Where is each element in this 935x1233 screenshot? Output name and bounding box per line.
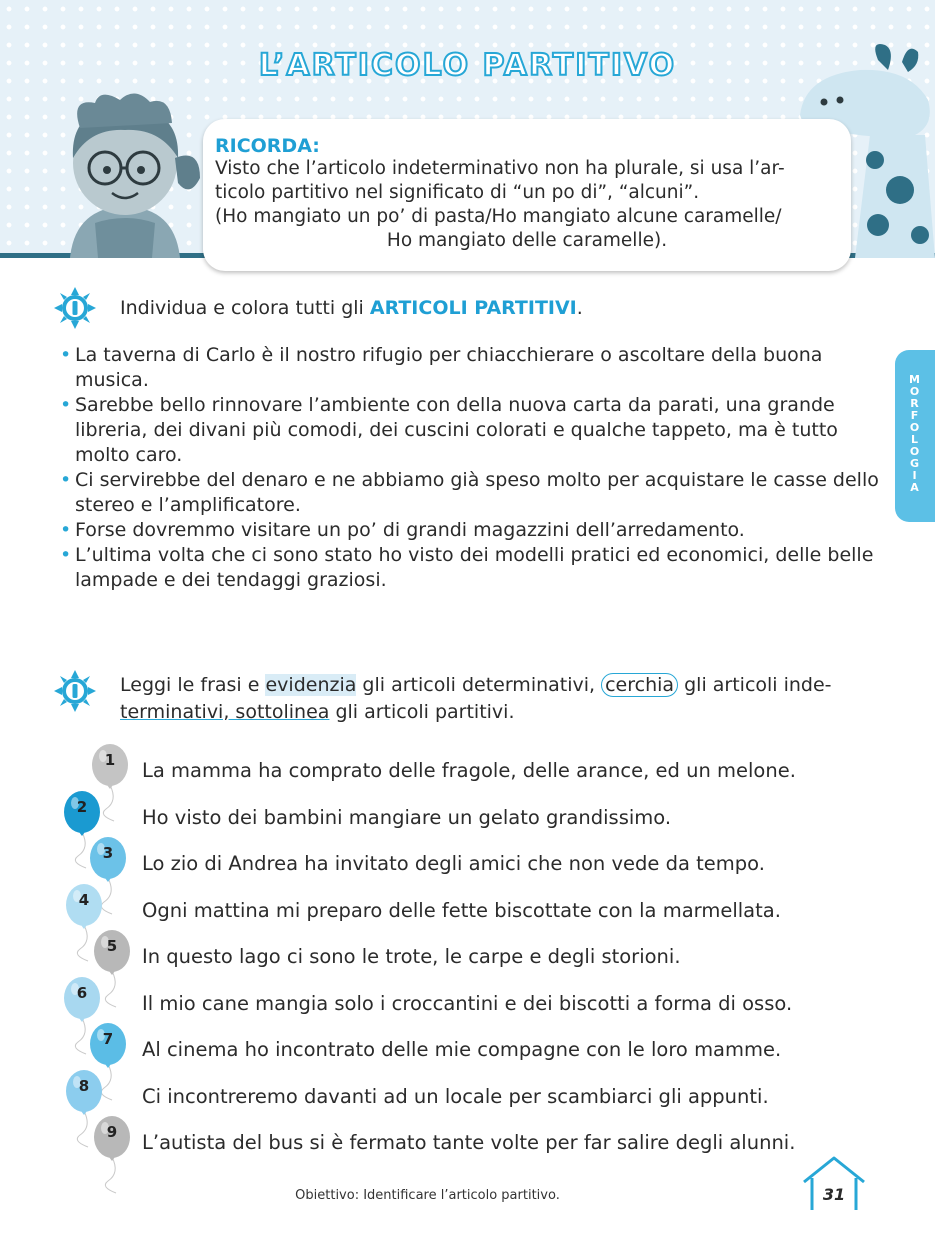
instruction-text: Leggi le frasi e bbox=[120, 674, 266, 696]
section-tab-letter: O bbox=[909, 421, 921, 434]
sentence: Al cinema ho incontrato delle mie compagne con le loro mamme. bbox=[142, 1038, 782, 1061]
sentence: La mamma ha comprato delle fragole, delle arance, ed un melone. bbox=[142, 759, 796, 782]
list-item: • L’ultima volta che ci sono stato ho visto dei modelli pratici ed economici, delle belle lampade e dei tendaggi graziosi. bbox=[60, 543, 890, 593]
sentence: In questo lago ci sono le trote, le carpe e degli storioni. bbox=[142, 945, 681, 968]
section-tab-letter: F bbox=[910, 409, 920, 422]
balloon-number: 7 bbox=[102, 1030, 114, 1048]
ricorda-line: (Ho mangiato un po’ di pasta/Ho mangiato alcune caramelle/ bbox=[215, 206, 782, 227]
section-tab-letter: R bbox=[910, 397, 920, 410]
list-item: • Sarebbe bello rinnovare l’ambiente con della nuova carta da parati, una grande libreria, dei divani più comodi, dei cuscini colorati e qualche tappeto, ma è tutto molto caro. bbox=[60, 393, 890, 468]
balloon-number: 8 bbox=[78, 1076, 90, 1095]
instruction-text: Individua e colora tutti gli bbox=[120, 297, 370, 319]
ricorda-line: Visto che l’articolo indeterminativo non ha plurale, si usa l’ar- bbox=[215, 158, 785, 179]
section-tab-letter: L bbox=[910, 433, 919, 446]
section-tab-letter: A bbox=[910, 481, 920, 494]
footer-objective: Obiettivo: Identificare l’articolo partitivo. bbox=[295, 1188, 560, 1203]
balloon-number: 9 bbox=[106, 1123, 118, 1141]
list-item: • Forse dovremmo visitare un po’ di grandi magazzini dell’arredamento. bbox=[60, 518, 890, 543]
section-tab-letter: I bbox=[912, 469, 918, 482]
ricorda-title: RICORDA: bbox=[215, 135, 320, 157]
exercise1-list bbox=[60, 343, 890, 593]
balloon-number: 5 bbox=[106, 937, 118, 955]
sentence: Ci incontreremo davanti ad un locale per scambiarci gli appunti. bbox=[142, 1084, 769, 1108]
balloon-number: 3 bbox=[102, 844, 114, 862]
list-item: • La taverna di Carlo è il nostro rifugio per chiacchierare o ascoltare della buona musica. bbox=[60, 343, 890, 393]
sentence: Ogni mattina mi preparo delle fette biscottate con la marmellata. bbox=[142, 898, 781, 922]
page-number: 31 bbox=[822, 1185, 846, 1204]
sentence: Il mio cane mangia solo i croccantini e dei biscotti a forma di osso. bbox=[142, 991, 793, 1015]
ricorda-text bbox=[215, 157, 839, 253]
sentence: L’autista del bus si è fermato tante volte per far salire degli alunni. bbox=[142, 1131, 796, 1154]
exercise-icon bbox=[54, 287, 96, 329]
balloon-number: 4 bbox=[78, 890, 90, 909]
child-illustration bbox=[40, 88, 215, 258]
ricorda-box bbox=[203, 119, 851, 271]
section-tab-letter: O bbox=[909, 445, 921, 458]
section-tab bbox=[895, 350, 935, 522]
section-tab-label bbox=[895, 374, 935, 494]
ricorda-line: Ho mangiato delle caramelle). bbox=[386, 230, 668, 251]
exercise2-instruction bbox=[120, 672, 890, 726]
instruction-text: gli articoli determinativi, bbox=[356, 674, 602, 696]
balloon-number: 6 bbox=[76, 983, 88, 1002]
balloon-number: 1 bbox=[104, 751, 116, 769]
section-tab-letter: M bbox=[909, 373, 921, 386]
instruction-keyword: ARTICOLI PARTITIVI bbox=[369, 297, 577, 319]
instruction-text: gli articoli partitivi. bbox=[329, 701, 515, 723]
highlight-keyword: evidenzia bbox=[265, 674, 357, 696]
circle-keyword: cerchia bbox=[601, 673, 678, 697]
section-tab-letter: O bbox=[909, 385, 921, 398]
balloon-number: 2 bbox=[76, 797, 88, 816]
page-title: L’ARTICOLO PARTITIVO bbox=[258, 48, 677, 83]
instruction-text: . bbox=[576, 297, 583, 319]
sentence: Ho visto dei bambini mangiare un gelato grandissimo. bbox=[142, 805, 672, 829]
underline-keyword: terminativi, sottolinea bbox=[120, 701, 330, 723]
ricorda-line: ticolo partitivo nel significato di “un po di”, “alcuni”. bbox=[215, 182, 700, 203]
section-tab-letter: G bbox=[909, 457, 921, 470]
sentence: Lo zio di Andrea ha invitato degli amici che non vede da tempo. bbox=[142, 852, 765, 875]
instruction-text: gli articoli inde- bbox=[678, 674, 832, 696]
list-item: • Ci servirebbe del denaro e ne abbiamo già speso molto per acquistare le casse dello stereo e l’amplificatore. bbox=[60, 468, 890, 518]
page-number-house-icon bbox=[800, 1150, 868, 1218]
exercise-icon bbox=[54, 670, 96, 712]
exercise1-instruction bbox=[120, 296, 583, 320]
